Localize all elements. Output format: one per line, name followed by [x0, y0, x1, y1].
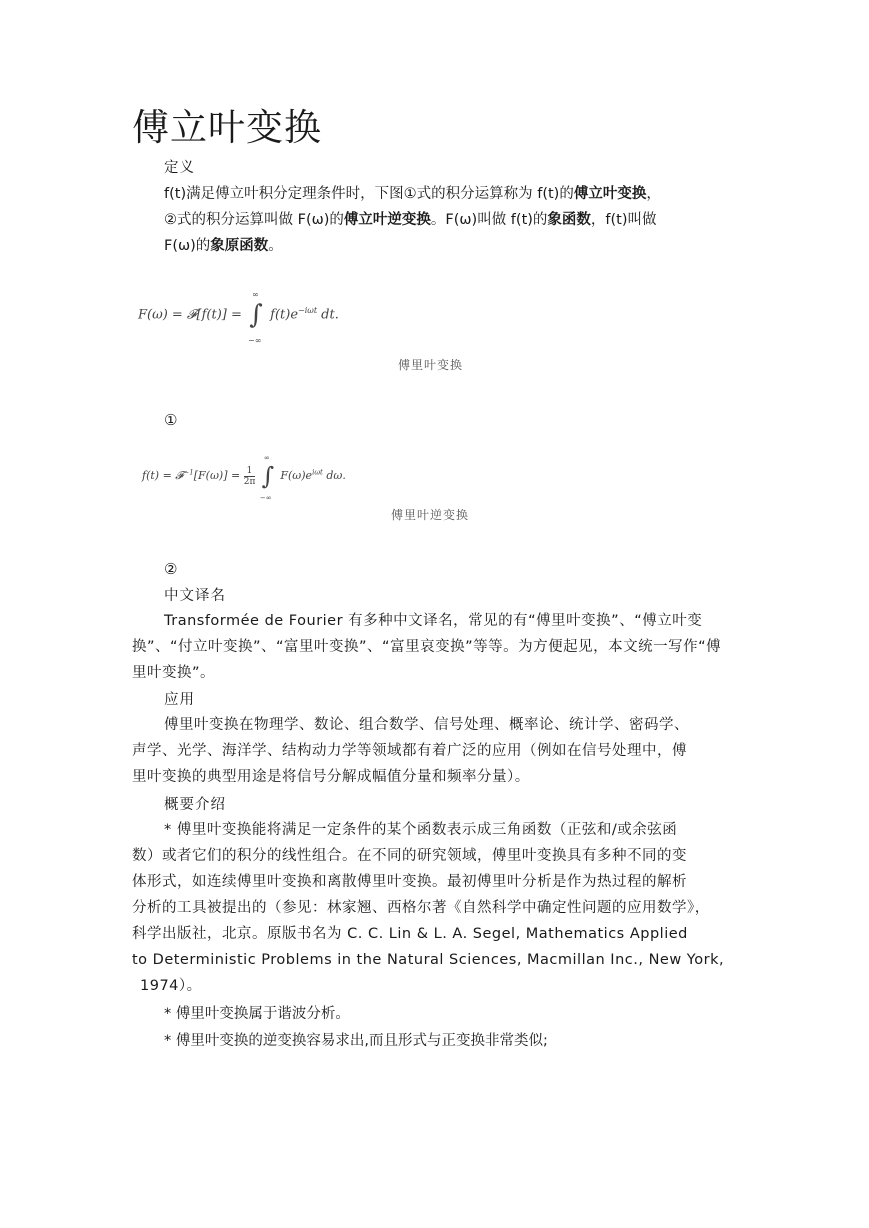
inverse-fourier-transform-formula — [142, 454, 346, 502]
formula-middle: [F(ω)] = — [193, 469, 241, 482]
definition-term-image-function: 象函数 — [547, 212, 591, 228]
integral-symbol: ∫ — [249, 300, 263, 330]
paragraph-line: 体形式，如连续傅里叶变换和离散傅里叶变换。最初傅里叶分析是作为热过程的解析 — [132, 874, 687, 890]
overview-bullet-2: * 傅里叶变换属于谐波分析。 — [164, 1006, 350, 1022]
overview-heading: 概要介绍 — [164, 797, 226, 813]
overview-paragraph — [132, 817, 736, 999]
inverse-fourier-transform-caption: 傅里叶逆变换 — [391, 508, 470, 522]
integral-symbol: ∫ — [261, 462, 275, 490]
definition-text: F(ω)的 — [164, 238, 211, 254]
paragraph-line: 数）或者它们的积分的线性组合。在不同的研究领域，傅里叶变换具有多种不同的变 — [132, 848, 687, 864]
integral-sign — [246, 290, 266, 345]
definition-text: ， — [646, 186, 661, 202]
chinese-name-heading: 中文译名 — [164, 588, 226, 604]
definition-text: 。F(ω)叫做 f(t)的 — [430, 212, 548, 228]
formula-inverse-exponent: −1 — [183, 468, 194, 477]
formula-exponent: iωt — [312, 468, 323, 477]
formula-differential: dω. — [326, 469, 346, 482]
paragraph-line: * 傅里叶变换能将满足一定条件的某个函数表示成三角函数（正弦和/或余弦函 — [164, 822, 678, 838]
formula-left-side: f(t) = 𝓕 — [142, 469, 184, 482]
paragraph-line: 1974）。 — [140, 978, 202, 994]
formula-mark-2: ② — [164, 560, 178, 578]
paragraph-line: 换”、“付立叶变换”、“富里叶变换”、“富里哀变换”等等。为方便起见，本文统一写作“傅 — [132, 639, 722, 655]
fraction-denominator: 2π — [243, 476, 256, 487]
definition-text: 。 — [268, 238, 283, 254]
definition-term-fourier: 傅立叶变换 — [573, 186, 647, 202]
fourier-transform-caption: 傅里叶变换 — [398, 358, 464, 372]
integral-upper-limit: ∞ — [263, 454, 270, 462]
application-heading: 应用 — [164, 692, 195, 708]
formula-integrand: F(ω)e — [280, 469, 313, 482]
overview-bullet-3: * 傅里叶变换的逆变换容易求出,而且形式与正变换非常类似; — [164, 1033, 548, 1049]
paragraph-line: 里叶变换”。 — [132, 665, 216, 681]
fraction-numerator: 1 — [244, 466, 256, 477]
definition-term-original-function: 象原函数 — [210, 238, 269, 254]
formula-integrand: f(t)e — [270, 307, 299, 323]
integral-lower-limit: −∞ — [259, 494, 272, 502]
integral-sign — [259, 454, 277, 502]
paragraph-line: to Deterministic Problems in the Natural Sciences, Macmillan Inc., New York, — [132, 952, 725, 968]
paragraph-line: 科学出版社，北京。原版书名为 C. C. Lin & L. A. Segel, Mathematics Applied — [132, 926, 688, 942]
formula-exponent: −iωt — [298, 306, 318, 316]
formula-fraction — [244, 466, 256, 487]
formula-mark-1: ① — [164, 411, 178, 429]
integral-upper-limit: ∞ — [252, 290, 259, 299]
page-title: 傅立叶变换 — [132, 106, 322, 149]
integral-lower-limit: −∞ — [248, 336, 262, 345]
definition-line-3 — [164, 236, 283, 256]
definition-text: ，f(t)叫做 — [590, 212, 657, 228]
paragraph-line: 分析的工具被提出的（参见：林家翘、西格尔著《自然科学中确定性问题的应用数学》， — [132, 900, 710, 916]
definition-heading: 定义 — [164, 160, 195, 176]
fourier-transform-formula — [138, 290, 339, 345]
formula-left-side: F(ω) = 𝓕[f(t)] = — [138, 307, 242, 323]
paragraph-line: Transformée de Fourier 有多种中文译名，常见的有“傅里叶变换”、“傅立叶变 — [164, 613, 703, 629]
paragraph-line: 傅里叶变换在物理学、数论、组合数学、信号处理、概率论、统计学、密码学、 — [164, 717, 689, 733]
paragraph-line: 声学、光学、海洋学、结构动力学等领域都有着广泛的应用（例如在信号处理中，傅 — [132, 743, 687, 759]
definition-text: ②式的积分运算叫做 F(ω)的 — [164, 212, 344, 228]
chinese-name-paragraph — [132, 608, 736, 686]
definition-line-2 — [164, 210, 657, 230]
definition-text: f(t)满足傅立叶积分定理条件时，下图①式的积分运算称为 f(t)的 — [164, 186, 574, 202]
paragraph-line: 里叶变换的典型用途是将信号分解成幅值分量和频率分量）。 — [132, 769, 530, 785]
definition-line-1 — [164, 184, 661, 204]
definition-term-inverse: 傅立叶逆变换 — [343, 212, 431, 228]
application-paragraph — [132, 712, 736, 790]
formula-differential: dt. — [321, 307, 339, 323]
